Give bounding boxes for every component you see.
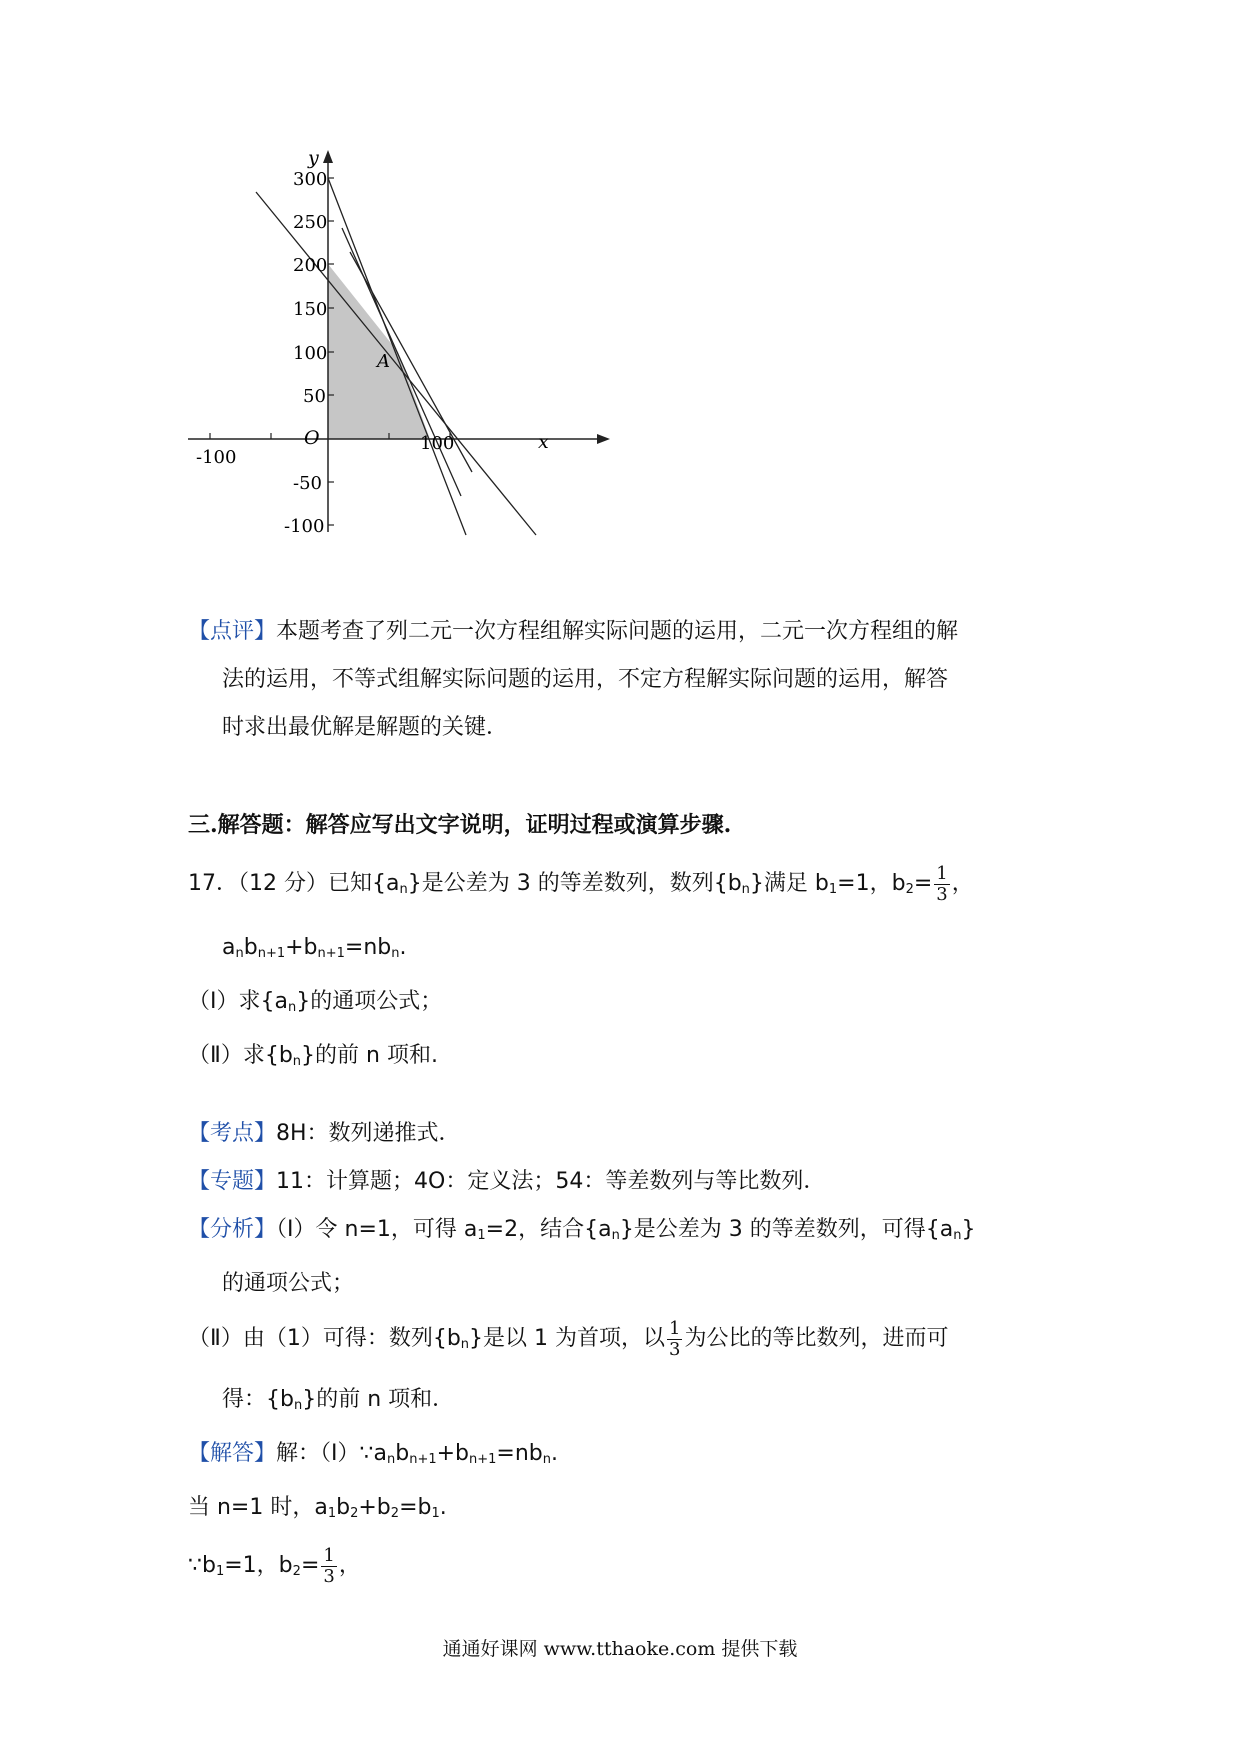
jieda-line-1: 【解答】解：$(Ⅰ)\because a_nb_{n+1}+b_{n+1}=nb_n$. (188, 1441, 559, 1467)
y-tick-label: -100 (284, 516, 325, 537)
kaodian-line: 【考点】8H：数列递推式． (188, 1121, 461, 1146)
question-1: （Ⅰ）求$\{a_n\}$的通项公式； (188, 989, 443, 1015)
point-label: A (377, 351, 390, 372)
y-tick-label: 150 (293, 299, 328, 320)
fraction-one-third: $\frac{1}{3}$ (936, 862, 948, 905)
fenxi-line-4: 得：$\{b_n\}$的前 n 项和． (222, 1387, 455, 1413)
fenxi-line-3: （Ⅱ）由（1）可得：数列$\{b_n\}$是以 1 为首项，以 $\frac{1}{3}$ 为公比的等比数列，进而可 (188, 1317, 949, 1360)
section-title: 三.解答题：解答应写出文字说明，证明过程或演算步骤. (188, 812, 732, 838)
y-axis-arrow (323, 150, 333, 163)
problem-block (188, 856, 1068, 1086)
comment-line-2: 法的运用，不等式组解实际问题的运用，不定方程解实际问题的运用，解答 (222, 667, 949, 692)
y-tick-label: 250 (293, 212, 328, 233)
comment-block (188, 608, 1068, 752)
coordinate-graph (180, 150, 640, 600)
origin-label: O (304, 427, 320, 449)
problem-line-1: 17．（12 分）已知$\{a_n\}$是公差为 3 的等差数列，数列$\{b_n\}$满足 $b_1=1$，$b_2=$ $\frac{1}{3}$ ， (188, 862, 974, 905)
comment-line-1: 本题考查了列二元一次方程组解实际问题的运用，二元一次方程组的解 (276, 619, 959, 644)
fenxi-line-2: 的通项公式； (222, 1271, 355, 1296)
fraction-one-third: $\frac{1}{3}$ (669, 1317, 681, 1360)
y-tick-label: 300 (293, 169, 328, 190)
x-axis-label: x (538, 431, 549, 453)
question-2: （Ⅱ）求$\{b_n\}$的前 n 项和. (188, 1043, 438, 1069)
page-footer: 通通好课网 www.tthaoke.com 提供下载 (442, 1638, 798, 1660)
analysis-block (188, 1110, 1068, 1600)
problem-line-2: $a_nb_{n+1}+b_{n+1}=nb_n$. (222, 935, 407, 961)
y-tick-label: 100 (293, 343, 328, 364)
comment-line-3: 时求出最优解是解题的关键． (222, 715, 509, 740)
y-tick-label: 50 (303, 386, 326, 407)
jieda-line-2: 当 n=1 时，$a_1b_2+b_2=b_1$. (188, 1495, 447, 1521)
fenxi-line-1: 【分析】（Ⅰ）令 n=1，可得 $a_1=2$，结合$\{a_n\}$是公差为 3 的等差数列，可得$\{a_n\}$ (188, 1217, 976, 1243)
y-tick-label: -50 (293, 473, 322, 494)
jieda-line-3: $\because b_1=1$，$b_2=$ $\frac{1}{3}$ ， (188, 1544, 361, 1587)
comment-label: 【点评】 (188, 619, 277, 644)
y-axis-label: y (308, 150, 319, 169)
y-tick-label: 200 (293, 255, 328, 276)
x-axis-arrow (597, 434, 610, 444)
zhuanti-line: 【专题】11：计算题；4O：定义法；54：等差数列与等比数列． (188, 1169, 826, 1194)
x-tick-label: 100 (420, 433, 455, 454)
fraction-one-third: $\frac{1}{3}$ (323, 1544, 335, 1587)
x-tick-label: -100 (196, 447, 237, 468)
